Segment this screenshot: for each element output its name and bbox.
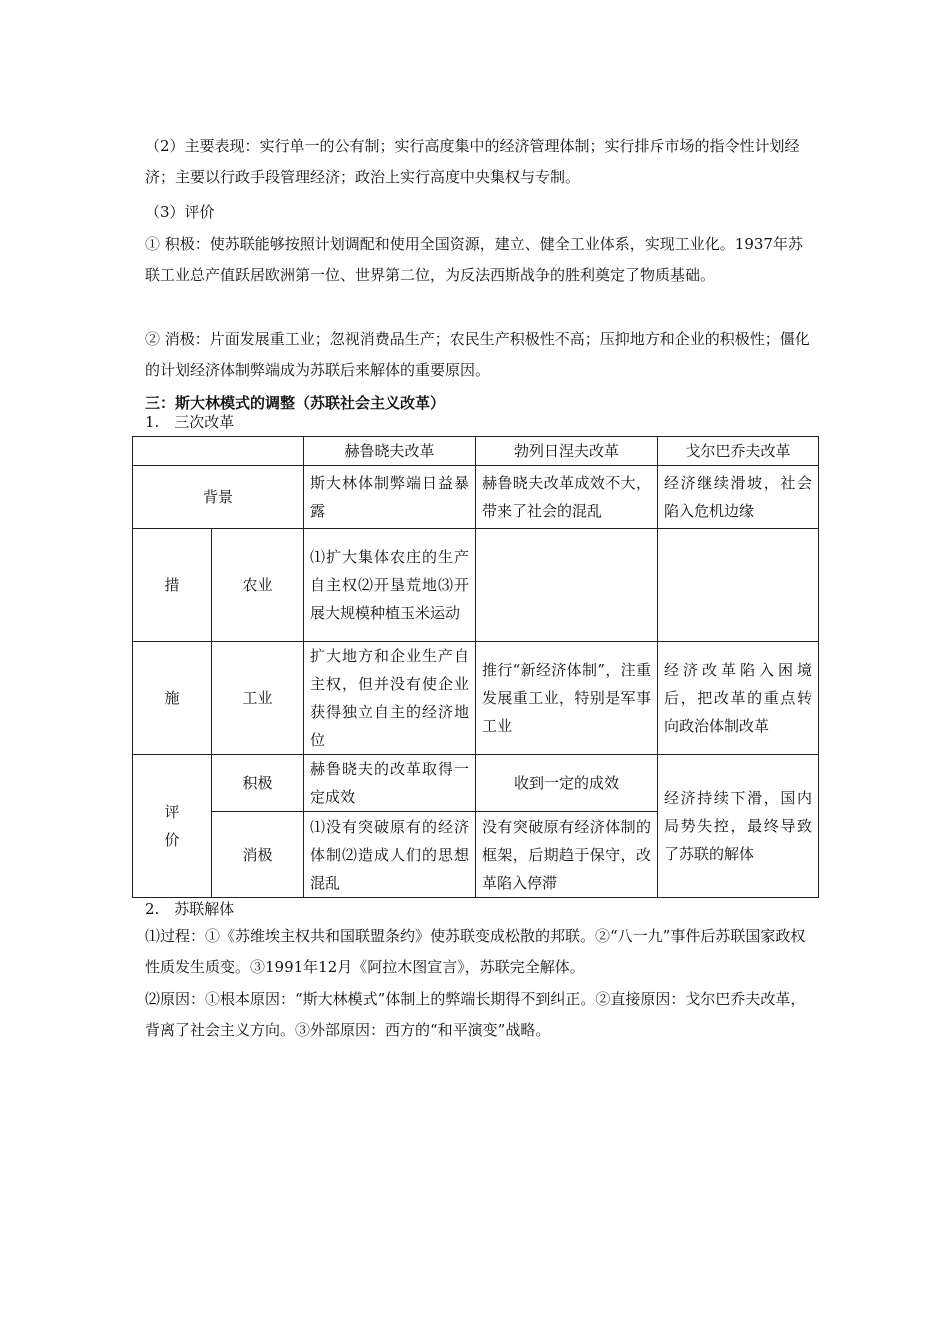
negative-evaluation-paragraph: ② 消极：片面发展重工业；忽视消费品生产；农民生产积极性不高；压抑地方和企业的积极性；僵化的计划经济体制弊端成为苏联后来解体的重要原因。	[145, 330, 810, 379]
evaluation-label-top: 评	[164, 803, 180, 821]
measures-label-bottom: 施	[133, 642, 212, 755]
negative-khrushchev: ⑴没有突破原有的经济体制⑵造成人们的思想混乱	[304, 812, 476, 898]
header-gorbachev: 戈尔巴乔夫改革	[658, 437, 819, 466]
evaluation-title: （3）评价	[145, 203, 215, 221]
positive-label: 积极	[212, 755, 304, 812]
table-row-industry	[133, 642, 819, 755]
agriculture-gorbachev	[658, 529, 819, 642]
table-header-row	[133, 437, 819, 466]
agriculture-khrushchev: ⑴扩大集体农庄的生产自主权⑵开垦荒地⑶开展大规模种植玉米运动	[304, 529, 476, 642]
positive-evaluation-paragraph: ① 积极：使苏联能够按照计划调配和使用全国资源，建立、健全工业体系，实现工业化。1937年苏联工业总产值跃居欧洲第一位、世界第二位，为反法西斯战争的胜利奠定了物质基础。	[145, 235, 803, 284]
header-brezhnev: 勃列日涅夫改革	[476, 437, 658, 466]
measures-label-top: 措	[133, 529, 212, 642]
background-khrushchev: 斯大林体制弊端日益暴露	[304, 466, 476, 529]
evaluation-gorbachev: 经济持续下滑，国内局势失控，最终导致了苏联的解体	[658, 755, 819, 898]
agriculture-brezhnev	[476, 529, 658, 642]
evaluation-label-bottom: 价	[164, 831, 180, 849]
evaluation-label	[133, 755, 212, 898]
header-empty-cell	[133, 437, 304, 466]
positive-khrushchev: 赫鲁晓夫的改革取得一定成效	[304, 755, 476, 812]
background-gorbachev: 经济继续滑坡，社会陷入危机边缘	[658, 466, 819, 529]
negative-label: 消极	[212, 812, 304, 898]
industry-khrushchev: 扩大地方和企业生产自主权，但并没有使企业获得独立自主的经济地位	[304, 642, 476, 755]
industry-label: 工业	[212, 642, 304, 755]
background-label: 背景	[133, 466, 304, 529]
dissolution-reasons-paragraph: ⑵原因：①根本原因：“斯大林模式”体制上的弊端长期得不到纠正。②直接原因：戈尔巴乔夫改革，背离了社会主义方向。③外部原因：西方的“和平演变”战略。	[145, 990, 806, 1039]
dissolution-process-paragraph: ⑴过程：①《苏维埃主权共和国联盟条约》使苏联变成松散的邦联。②“八一九”事件后苏联国家政权性质发生质变。③1991年12月《阿拉木图宣言》，苏联完全解体。	[145, 927, 806, 976]
negative-brezhnev: 没有突破原有经济体制的框架，后期趋于保守，改革陷入停滞	[476, 812, 658, 898]
table-row-agriculture	[133, 529, 819, 642]
section-heading: 三：斯大林模式的调整（苏联社会主义改革）	[145, 394, 446, 412]
reforms-table	[132, 436, 819, 898]
main-features-paragraph: （2）主要表现：实行单一的公有制；实行高度集中的经济管理体制；实行排斥市场的指令性计划经济；主要以行政手段管理经济；政治上实行高度中央集权与专制。	[145, 137, 800, 186]
table-row-background	[133, 466, 819, 529]
positive-brezhnev: 收到一定的成效	[476, 755, 658, 812]
industry-brezhnev: 推行“新经济体制”，注重发展重工业，特别是军事工业	[476, 642, 658, 755]
agriculture-label: 农业	[212, 529, 304, 642]
header-khrushchev: 赫鲁晓夫改革	[304, 437, 476, 466]
subsection-title-reforms: 1. 三次改革	[145, 413, 235, 431]
background-brezhnev: 赫鲁晓夫改革成效不大，带来了社会的混乱	[476, 466, 658, 529]
industry-gorbachev: 经济改革陷入困境后，把改革的重点转向政治体制改革	[658, 642, 819, 755]
subsection-title-dissolution: 2. 苏联解体	[145, 900, 235, 918]
table-row-positive	[133, 755, 819, 812]
